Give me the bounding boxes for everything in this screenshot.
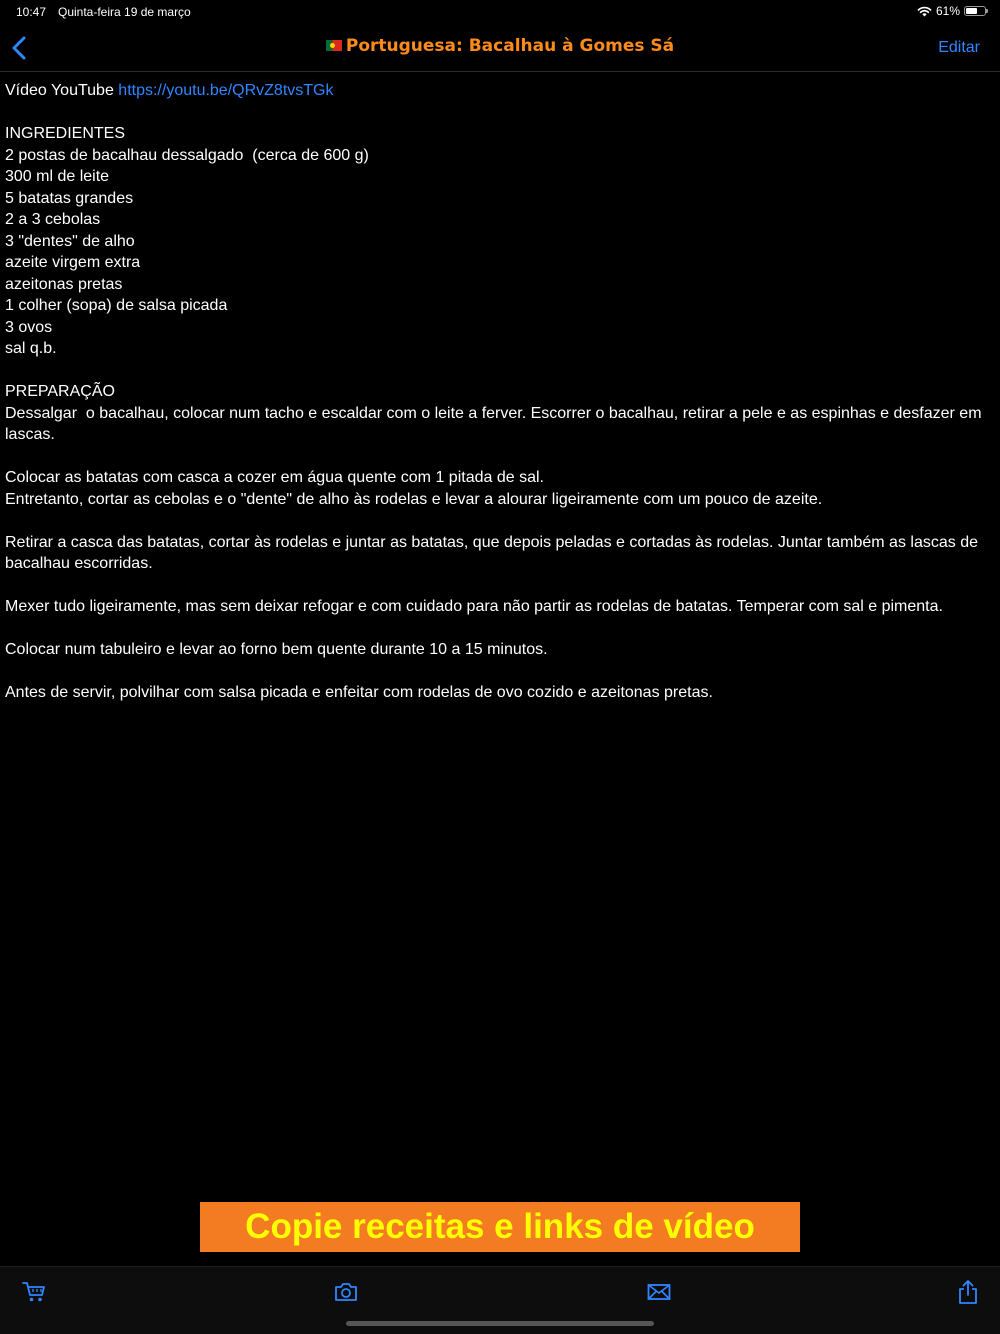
- mail-icon: [646, 1279, 672, 1305]
- preparation-step: Antes de servir, polvilhar com salsa picada e enfeitar com rodelas de ovo cozido e azeitonas pretas.: [5, 684, 713, 701]
- battery-percent: 61%: [935, 4, 960, 18]
- preparation-step: Dessalgar o bacalhau, colocar num tacho e escaldar com o leite a ferver. Escorrer o bacalhau, retirar a pele e as espinhas e desfazer em lascas.: [5, 404, 986, 443]
- page-title: [0, 36, 1000, 56]
- ingredient-item: 2 a 3 cebolas: [5, 211, 101, 228]
- camera-button[interactable]: [333, 1279, 359, 1305]
- camera-icon: [333, 1279, 359, 1305]
- mail-button[interactable]: [646, 1279, 672, 1305]
- preparation-step: Colocar num tabuleiro e levar ao forno bem quente durante 10 a 15 minutos.: [5, 641, 548, 658]
- recipe-text[interactable]: [5, 80, 995, 704]
- preparation-step: Colocar as batatas com casca a cozer em água quente com 1 pitada de sal.: [5, 469, 544, 486]
- video-line: [5, 80, 995, 102]
- promo-banner: Copie receitas e links de vídeo: [200, 1202, 800, 1252]
- home-indicator[interactable]: [346, 1321, 654, 1326]
- preparation-step: Retirar a casca das batatas, cortar às rodelas e juntar as batatas, que depois peladas e cortadas às rodelas. Juntar também as lascas de bacalhau escorridas.: [5, 533, 983, 572]
- blank-line: [5, 102, 995, 124]
- ingredient-item: 5 batatas grandes: [5, 189, 134, 207]
- nav-bar: [0, 24, 1000, 72]
- ingredient-item: sal q.b.: [5, 340, 57, 357]
- share-icon: [955, 1279, 981, 1305]
- ingredient-item: 3 ovos: [5, 318, 53, 336]
- status-time: 10:47: [16, 5, 47, 19]
- video-label: Vídeo YouTube: [5, 82, 119, 99]
- cart-icon: [21, 1279, 47, 1305]
- blank-line: [5, 360, 995, 382]
- edit-button[interactable]: Editar: [938, 39, 980, 56]
- blank-line: [5, 510, 995, 532]
- battery-icon: [964, 6, 986, 16]
- ingredient-item: 3 "dentes" de alho: [5, 232, 135, 250]
- youtube-link[interactable]: https://youtu.be/QRvZ8tvsTGk: [118, 82, 334, 99]
- status-bar: [0, 0, 1000, 24]
- ingredient-item: 1 colher (sopa) de salsa picada: [5, 297, 228, 314]
- blank-line: [5, 661, 995, 683]
- blank-line: [5, 575, 995, 597]
- blank-line: [5, 618, 995, 640]
- portugal-flag-icon: [326, 40, 342, 51]
- status-date: Quinta-feira 19 de março: [58, 5, 191, 19]
- preparation-step: Mexer tudo ligeiramente, mas sem deixar refogar e com cuidado para não partir as rodelas de batatas. Temperar com sal e pimenta.: [5, 598, 943, 615]
- blank-line: [5, 446, 995, 468]
- cart-button[interactable]: [21, 1279, 47, 1305]
- ingredient-item: 2 postas de bacalhau dessalgado (cerca de 600 g): [5, 146, 369, 164]
- wifi-icon: [917, 6, 932, 17]
- ingredient-item: azeitonas pretas: [5, 275, 123, 293]
- ingredient-item: 300 ml de leite: [5, 168, 110, 185]
- ingredients-heading: INGREDIENTES: [5, 125, 126, 142]
- battery-level: [966, 8, 977, 14]
- ingredient-item: azeite virgem extra: [5, 254, 141, 271]
- share-button[interactable]: [955, 1279, 981, 1305]
- page-title-text: Portuguesa: Bacalhau à Gomes Sá: [345, 36, 675, 56]
- status-indicators: [917, 4, 986, 18]
- preparation-step: Entretanto, cortar as cebolas e o "dente" de alho às rodelas e levar a alourar ligeiramente com um pouco de azeite.: [5, 490, 823, 508]
- preparation-heading: PREPARAÇÃO: [5, 383, 115, 400]
